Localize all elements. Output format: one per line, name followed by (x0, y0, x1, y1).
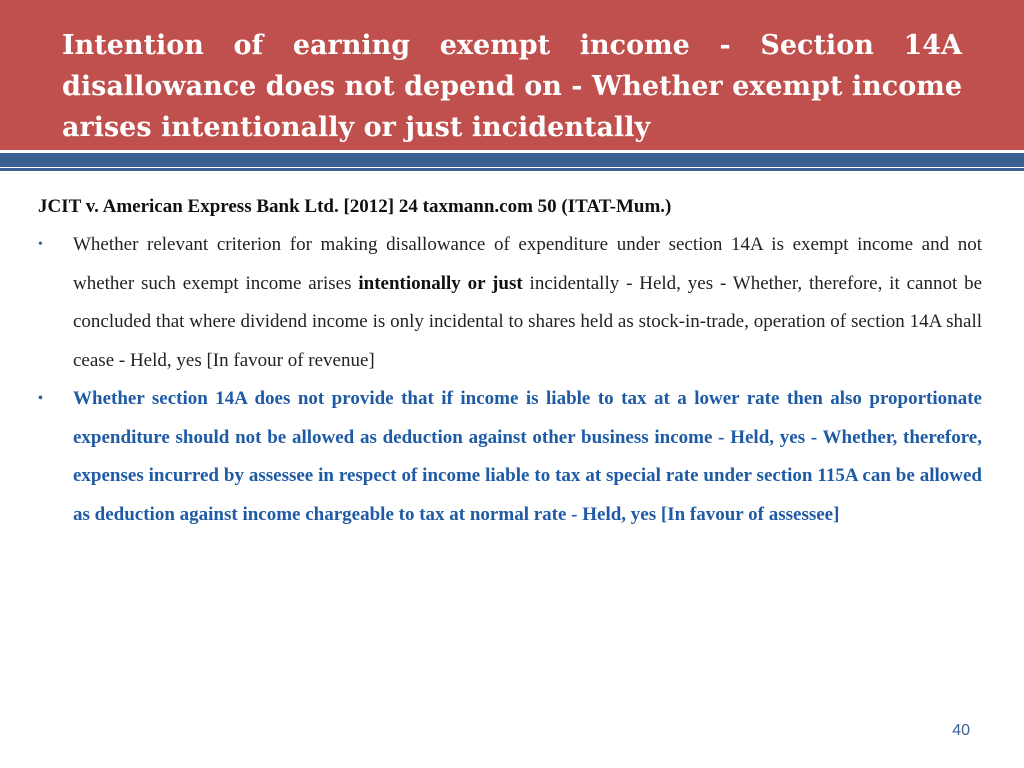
slide-title: Intention of earning exempt income - Section 14A disallowance does not depend on - Whether exempt income arises intentionally or just incidentally (62, 30, 962, 143)
bullet-item (38, 380, 982, 534)
page-number: 40 (952, 722, 970, 739)
slide-body (38, 188, 982, 534)
bullet-list (38, 226, 982, 534)
bullet-text-part: Whether relevant criterion for making disallowance of expenditure under section 14A is exempt income and not whether such exempt income arises (73, 234, 982, 294)
title-bar (0, 0, 1024, 150)
title-divider-thick (0, 153, 1024, 167)
bullet-text: Whether section 14A does not provide that if income is liable to tax at a lower rate then also proportionate expenditure should not be allowed as deduction against other business income - Held, yes - Whether, therefore, expenses incurred by assessee in respect of income liable to tax at special rate under section 115A can be allowed as deduction against income chargeable to tax at normal rate - Held, yes [In favour of assessee] (73, 388, 982, 525)
bullet-text-part: incidentally - Held, yes - Whether, therefore, it cannot be concluded that where dividend income is only incidental to shares held as stock-in-trade, operation of section 14A shall cease - Held, yes [In favour of revenue] (73, 272, 983, 371)
bullet-item (38, 226, 982, 380)
bullet-emphasis: intentionally or just (358, 272, 523, 294)
case-citation: JCIT v. American Express Bank Ltd. [2012] 24 taxmann.com 50 (ITAT-Mum.) (38, 196, 672, 217)
title-divider-thin (0, 168, 1024, 171)
bullet-icon: • (38, 391, 43, 406)
bullet-icon: • (38, 237, 43, 252)
